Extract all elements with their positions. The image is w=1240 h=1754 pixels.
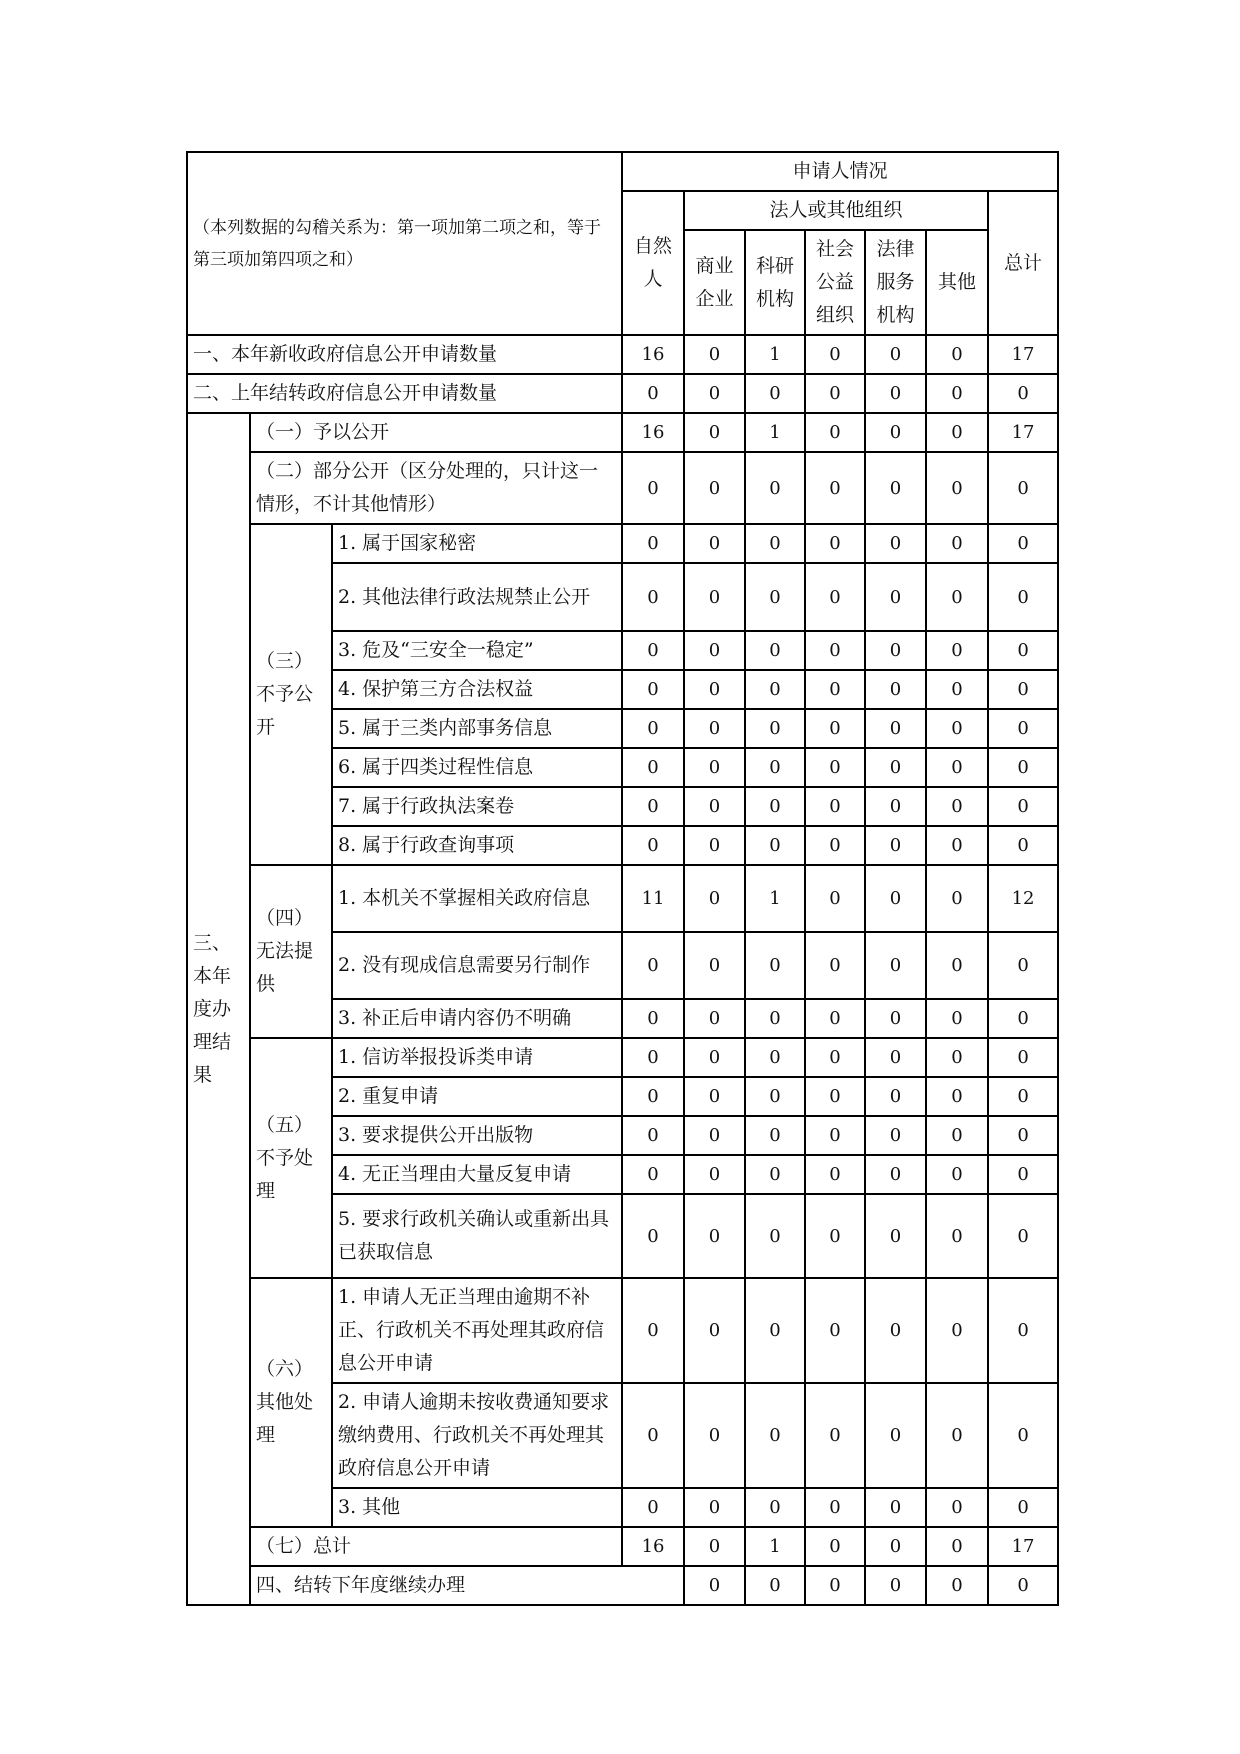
cell-other: 0 bbox=[926, 865, 988, 932]
cell-commercial: 0 bbox=[684, 1077, 745, 1116]
cell-other: 0 bbox=[926, 932, 988, 999]
row-label: 二、上年结转政府信息公开申请数量 bbox=[187, 374, 622, 413]
cell-social: 0 bbox=[805, 1527, 865, 1566]
cell-social: 0 bbox=[805, 670, 865, 709]
cell-commercial: 0 bbox=[684, 999, 745, 1038]
row-label: 一、本年新收政府信息公开申请数量 bbox=[187, 335, 622, 374]
cell-natural-person: 0 bbox=[622, 787, 684, 826]
cell-natural-person: 0 bbox=[622, 1155, 684, 1194]
cell-research: 0 bbox=[745, 748, 805, 787]
cell-social: 0 bbox=[805, 1116, 865, 1155]
cell-social: 0 bbox=[805, 826, 865, 865]
cell-legal-service: 0 bbox=[865, 826, 926, 865]
cell-total: 17 bbox=[988, 1527, 1058, 1566]
cell-other: 0 bbox=[926, 787, 988, 826]
cell-research: 0 bbox=[745, 1038, 805, 1077]
cell-other: 0 bbox=[926, 631, 988, 670]
table-row bbox=[187, 413, 1058, 452]
cell-commercial: 0 bbox=[684, 631, 745, 670]
group-4-label: （四）无法提供 bbox=[250, 865, 332, 1038]
cell-other: 0 bbox=[926, 1488, 988, 1527]
cell-social: 0 bbox=[805, 452, 865, 524]
cell-commercial: 0 bbox=[684, 1194, 745, 1278]
cell-research: 0 bbox=[745, 999, 805, 1038]
cell-total: 0 bbox=[988, 1077, 1058, 1116]
cell-natural-person: 0 bbox=[622, 563, 684, 631]
cell-social: 0 bbox=[805, 1488, 865, 1527]
cell-research: 0 bbox=[745, 826, 805, 865]
cell-commercial: 0 bbox=[684, 709, 745, 748]
row-label: 1. 本机关不掌握相关政府信息 bbox=[332, 865, 622, 932]
table-row bbox=[187, 524, 1058, 563]
cell-social: 0 bbox=[805, 563, 865, 631]
table-row bbox=[187, 1038, 1058, 1077]
table-row bbox=[187, 1527, 1058, 1566]
cell-legal-service: 0 bbox=[926, 1566, 988, 1605]
header-legal-service: 法律服务机构 bbox=[865, 230, 926, 335]
cell-natural-person: 16 bbox=[622, 1527, 684, 1566]
cell-total: 12 bbox=[988, 865, 1058, 932]
table-row bbox=[187, 1278, 1058, 1383]
row-label: （一）予以公开 bbox=[250, 413, 622, 452]
row-label: 2. 没有现成信息需要另行制作 bbox=[332, 932, 622, 999]
cell-legal-service: 0 bbox=[865, 631, 926, 670]
cell-other: 0 bbox=[926, 452, 988, 524]
cell-other: 0 bbox=[926, 1155, 988, 1194]
cell-total: 0 bbox=[988, 787, 1058, 826]
cell-commercial: 0 bbox=[684, 1488, 745, 1527]
cell-commercial: 0 bbox=[684, 1383, 745, 1488]
cell-other: 0 bbox=[926, 374, 988, 413]
row-label: 1. 信访举报投诉类申请 bbox=[332, 1038, 622, 1077]
cell-commercial: 0 bbox=[684, 865, 745, 932]
cell-total: 0 bbox=[988, 563, 1058, 631]
cell-commercial: 0 bbox=[745, 1566, 805, 1605]
cell-legal-service: 0 bbox=[865, 787, 926, 826]
table-row bbox=[187, 335, 1058, 374]
row-label: 1. 申请人无正当理由逾期不补正、行政机关不再处理其政府信息公开申请 bbox=[332, 1278, 622, 1383]
row-label: 3. 其他 bbox=[332, 1488, 622, 1527]
cell-legal-service: 0 bbox=[865, 1383, 926, 1488]
cell-research: 0 bbox=[745, 1194, 805, 1278]
cell-total: 0 bbox=[988, 374, 1058, 413]
cell-natural-person: 0 bbox=[622, 1077, 684, 1116]
cell-research: 1 bbox=[745, 865, 805, 932]
cell-total: 17 bbox=[988, 335, 1058, 374]
row-label: 3. 补正后申请内容仍不明确 bbox=[332, 999, 622, 1038]
cell-natural-person: 0 bbox=[622, 452, 684, 524]
cell-legal-service: 0 bbox=[865, 709, 926, 748]
header-social: 社会公益组织 bbox=[805, 230, 865, 335]
cell-research: 0 bbox=[745, 787, 805, 826]
row-label: 2. 申请人逾期未按收费通知要求缴纳费用、行政机关不再处理其政府信息公开申请 bbox=[332, 1383, 622, 1488]
cell-natural-person: 0 bbox=[622, 1488, 684, 1527]
cell-social: 0 bbox=[865, 1566, 926, 1605]
cell-total: 0 bbox=[988, 826, 1058, 865]
cell-legal-service: 0 bbox=[865, 670, 926, 709]
cell-research: 0 bbox=[745, 1488, 805, 1527]
row-label: 2. 重复申请 bbox=[332, 1077, 622, 1116]
cell-legal-service: 0 bbox=[865, 1155, 926, 1194]
cell-social: 0 bbox=[805, 1155, 865, 1194]
cell-total: 0 bbox=[988, 1194, 1058, 1278]
header-other: 其他 bbox=[926, 230, 988, 335]
application-statistics-table bbox=[186, 151, 1059, 1606]
cell-total: 0 bbox=[988, 631, 1058, 670]
header-note: （本列数据的勾稽关系为：第一项加第二项之和，等于第三项加第四项之和） bbox=[187, 152, 622, 335]
cell-other: 0 bbox=[926, 1383, 988, 1488]
cell-other: 0 bbox=[926, 1527, 988, 1566]
cell-natural-person: 0 bbox=[622, 1116, 684, 1155]
cell-commercial: 0 bbox=[684, 524, 745, 563]
cell-other: 0 bbox=[988, 1566, 1058, 1605]
cell-social: 0 bbox=[805, 1077, 865, 1116]
cell-research: 0 bbox=[745, 1155, 805, 1194]
cell-research: 0 bbox=[745, 524, 805, 563]
header-row-1 bbox=[187, 152, 1058, 191]
cell-total: 0 bbox=[988, 452, 1058, 524]
cell-research: 0 bbox=[805, 1566, 865, 1605]
cell-commercial: 0 bbox=[684, 826, 745, 865]
cell-legal-service: 0 bbox=[865, 932, 926, 999]
cell-commercial: 0 bbox=[684, 1116, 745, 1155]
cell-natural-person: 0 bbox=[622, 748, 684, 787]
cell-social: 0 bbox=[805, 1038, 865, 1077]
cell-total: 0 bbox=[988, 1278, 1058, 1383]
cell-natural-person: 0 bbox=[622, 631, 684, 670]
cell-research: 0 bbox=[745, 1383, 805, 1488]
cell-natural-person: 11 bbox=[622, 865, 684, 932]
cell-research: 0 bbox=[745, 932, 805, 999]
cell-natural-person: 0 bbox=[622, 932, 684, 999]
cell-natural-person: 16 bbox=[622, 335, 684, 374]
cell-other: 0 bbox=[926, 1116, 988, 1155]
cell-total: 0 bbox=[988, 1488, 1058, 1527]
table-row bbox=[187, 1566, 1058, 1605]
cell-commercial: 0 bbox=[684, 1155, 745, 1194]
cell-legal-service: 0 bbox=[865, 335, 926, 374]
cell-natural-person: 0 bbox=[622, 374, 684, 413]
cell-legal-service: 0 bbox=[865, 1527, 926, 1566]
cell-other: 0 bbox=[926, 524, 988, 563]
cell-other: 0 bbox=[926, 1278, 988, 1383]
cell-natural-person: 0 bbox=[622, 670, 684, 709]
cell-legal-service: 0 bbox=[865, 1116, 926, 1155]
table-row bbox=[187, 374, 1058, 413]
cell-commercial: 0 bbox=[684, 1038, 745, 1077]
cell-natural-person: 0 bbox=[622, 1383, 684, 1488]
cell-legal-service: 0 bbox=[865, 999, 926, 1038]
row-label: 3. 要求提供公开出版物 bbox=[332, 1116, 622, 1155]
row-label: 6. 属于四类过程性信息 bbox=[332, 748, 622, 787]
cell-total: 0 bbox=[988, 748, 1058, 787]
cell-commercial: 0 bbox=[684, 335, 745, 374]
cell-research: 0 bbox=[745, 1116, 805, 1155]
cell-research: 0 bbox=[745, 1077, 805, 1116]
cell-social: 0 bbox=[805, 787, 865, 826]
cell-legal-service: 0 bbox=[865, 1038, 926, 1077]
row-label: 5. 属于三类内部事务信息 bbox=[332, 709, 622, 748]
cell-social: 0 bbox=[805, 335, 865, 374]
cell-other: 0 bbox=[926, 413, 988, 452]
group-3-label: （三）不予公开 bbox=[250, 524, 332, 865]
cell-other: 0 bbox=[926, 1038, 988, 1077]
cell-natural-person: 0 bbox=[622, 709, 684, 748]
cell-total: 0 bbox=[988, 932, 1058, 999]
cell-other: 0 bbox=[926, 1194, 988, 1278]
cell-legal-service: 0 bbox=[865, 748, 926, 787]
row-label: 8. 属于行政查询事项 bbox=[332, 826, 622, 865]
row-label: 7. 属于行政执法案卷 bbox=[332, 787, 622, 826]
cell-legal-service: 0 bbox=[865, 1194, 926, 1278]
header-natural-person: 自然人 bbox=[622, 191, 684, 335]
cell-natural-person: 0 bbox=[622, 1038, 684, 1077]
cell-natural-person: 0 bbox=[622, 1278, 684, 1383]
cell-other: 0 bbox=[926, 1077, 988, 1116]
row-label: 5. 要求行政机关确认或重新出具已获取信息 bbox=[332, 1194, 622, 1278]
cell-total: 0 bbox=[988, 1116, 1058, 1155]
cell-research: 0 bbox=[745, 709, 805, 748]
cell-social: 0 bbox=[805, 631, 865, 670]
cell-natural-person: 0 bbox=[622, 826, 684, 865]
cell-social: 0 bbox=[805, 1383, 865, 1488]
cell-social: 0 bbox=[805, 374, 865, 413]
header-commercial: 商业企业 bbox=[684, 230, 745, 335]
cell-legal-service: 0 bbox=[865, 1488, 926, 1527]
cell-research: 0 bbox=[745, 563, 805, 631]
cell-legal-service: 0 bbox=[865, 865, 926, 932]
cell-social: 0 bbox=[805, 413, 865, 452]
cell-total: 0 bbox=[988, 1383, 1058, 1488]
cell-natural-person: 0 bbox=[622, 1194, 684, 1278]
cell-total: 0 bbox=[988, 670, 1058, 709]
cell-research: 0 bbox=[745, 1278, 805, 1383]
cell-commercial: 0 bbox=[684, 787, 745, 826]
table-row bbox=[187, 452, 1058, 524]
cell-social: 0 bbox=[805, 865, 865, 932]
header-applicant: 申请人情况 bbox=[622, 152, 1058, 191]
row-label: 四、结转下年度继续办理 bbox=[250, 1566, 684, 1605]
cell-research: 0 bbox=[745, 670, 805, 709]
cell-research: 0 bbox=[745, 452, 805, 524]
row-label: 3. 危及“三安全一稳定” bbox=[332, 631, 622, 670]
row-label: （二）部分公开（区分处理的，只计这一情形，不计其他情形） bbox=[250, 452, 622, 524]
cell-research: 1 bbox=[745, 335, 805, 374]
cell-commercial: 0 bbox=[684, 452, 745, 524]
cell-other: 0 bbox=[926, 335, 988, 374]
cell-social: 0 bbox=[805, 748, 865, 787]
group-5-label: （五）不予处理 bbox=[250, 1038, 332, 1278]
cell-total: 0 bbox=[988, 709, 1058, 748]
header-legal-group: 法人或其他组织 bbox=[684, 191, 988, 230]
cell-social: 0 bbox=[805, 524, 865, 563]
cell-social: 0 bbox=[805, 932, 865, 999]
cell-commercial: 0 bbox=[684, 748, 745, 787]
cell-legal-service: 0 bbox=[865, 374, 926, 413]
cell-research: 0 bbox=[745, 631, 805, 670]
group-6-label: （六）其他处理 bbox=[250, 1278, 332, 1527]
table-row bbox=[187, 865, 1058, 932]
cell-commercial: 0 bbox=[684, 563, 745, 631]
cell-social: 0 bbox=[805, 1194, 865, 1278]
cell-natural-person: 0 bbox=[684, 1566, 745, 1605]
cell-other: 0 bbox=[926, 826, 988, 865]
cell-social: 0 bbox=[805, 999, 865, 1038]
row-label: 1. 属于国家秘密 bbox=[332, 524, 622, 563]
cell-legal-service: 0 bbox=[865, 563, 926, 631]
cell-commercial: 0 bbox=[684, 670, 745, 709]
header-total: 总计 bbox=[988, 191, 1058, 335]
cell-natural-person: 0 bbox=[622, 524, 684, 563]
section-3-label: 三、本年度办理结果 bbox=[187, 413, 250, 1605]
cell-commercial: 0 bbox=[684, 932, 745, 999]
row-label: （七）总计 bbox=[250, 1527, 622, 1566]
cell-social: 0 bbox=[805, 1278, 865, 1383]
header-research: 科研机构 bbox=[745, 230, 805, 335]
cell-total: 0 bbox=[988, 1038, 1058, 1077]
row-label: 2. 其他法律行政法规禁止公开 bbox=[332, 563, 622, 631]
cell-legal-service: 0 bbox=[865, 524, 926, 563]
cell-social: 0 bbox=[805, 709, 865, 748]
cell-other: 0 bbox=[926, 709, 988, 748]
cell-total: 17 bbox=[988, 413, 1058, 452]
cell-commercial: 0 bbox=[684, 1527, 745, 1566]
cell-other: 0 bbox=[926, 748, 988, 787]
cell-total: 0 bbox=[988, 999, 1058, 1038]
cell-legal-service: 0 bbox=[865, 413, 926, 452]
row-label: 4. 保护第三方合法权益 bbox=[332, 670, 622, 709]
cell-research: 0 bbox=[745, 374, 805, 413]
cell-commercial: 0 bbox=[684, 1278, 745, 1383]
cell-commercial: 0 bbox=[684, 374, 745, 413]
cell-legal-service: 0 bbox=[865, 1077, 926, 1116]
cell-research: 1 bbox=[745, 413, 805, 452]
row-label: 4. 无正当理由大量反复申请 bbox=[332, 1155, 622, 1194]
cell-other: 0 bbox=[926, 670, 988, 709]
cell-other: 0 bbox=[926, 563, 988, 631]
cell-legal-service: 0 bbox=[865, 1278, 926, 1383]
cell-natural-person: 0 bbox=[622, 999, 684, 1038]
cell-legal-service: 0 bbox=[865, 452, 926, 524]
cell-other: 0 bbox=[926, 999, 988, 1038]
cell-commercial: 0 bbox=[684, 413, 745, 452]
cell-total: 0 bbox=[988, 524, 1058, 563]
cell-natural-person: 16 bbox=[622, 413, 684, 452]
cell-total: 0 bbox=[988, 1155, 1058, 1194]
cell-research: 1 bbox=[745, 1527, 805, 1566]
